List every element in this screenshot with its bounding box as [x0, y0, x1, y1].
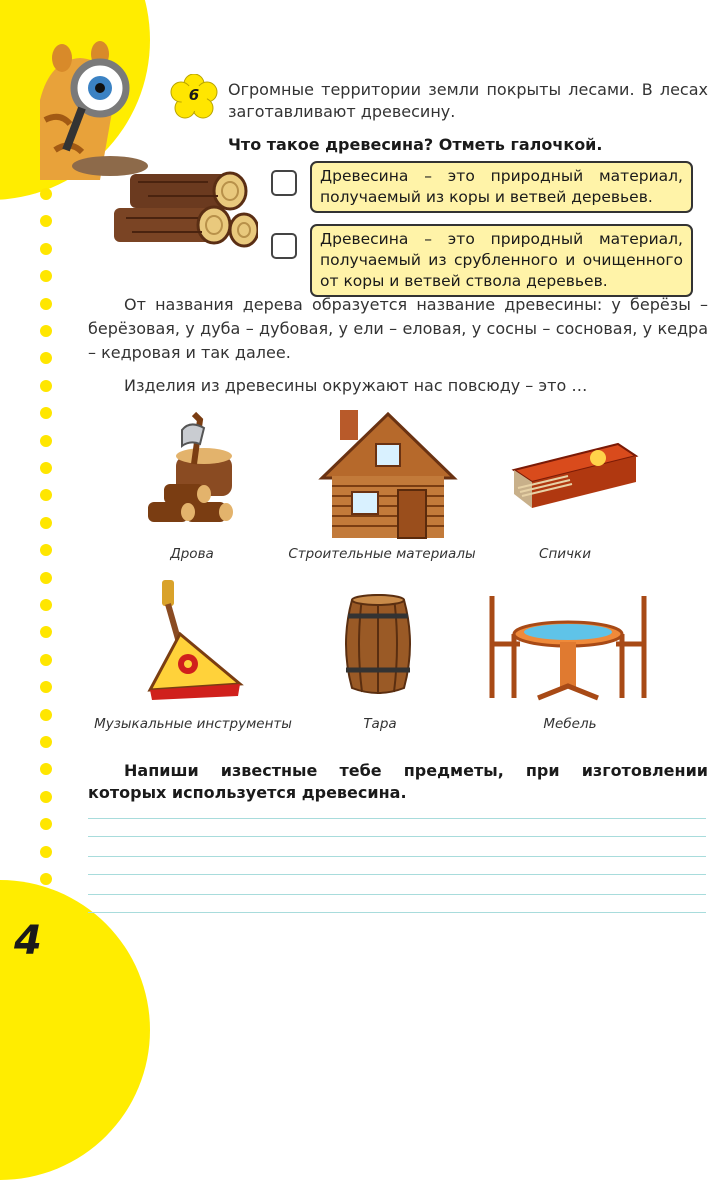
products-lead: Изделия из древесины окружают нас повсюду – это …	[124, 376, 588, 395]
matchbox-icon	[508, 430, 642, 516]
option-1-checkbox[interactable]	[271, 170, 297, 196]
binder-dot	[40, 462, 52, 474]
binder-dot	[40, 654, 52, 666]
logs-icon	[108, 162, 258, 254]
binder-dot	[40, 215, 52, 227]
writing-line[interactable]	[88, 912, 706, 913]
log-house-icon	[318, 404, 458, 542]
binder-dot	[40, 188, 52, 200]
caption-building-materials: Строительные материалы	[288, 546, 476, 562]
binder-dot	[40, 709, 52, 721]
binder-dot	[40, 818, 52, 830]
writing-line[interactable]	[88, 856, 706, 857]
binder-dot	[40, 489, 52, 501]
balalaika-icon	[136, 576, 246, 704]
exercise-intro: Огромные территории земли покрыты лесами. В лесах заготавливают древесину.	[228, 80, 708, 121]
caption-matches: Спички	[539, 546, 591, 562]
option-1-text: Древесина – это природный материал, получаемый из коры и ветвей деревьев.	[310, 161, 693, 213]
binder-dot	[40, 407, 52, 419]
caption-containers: Тара	[363, 716, 397, 732]
writing-task: Напиши известные тебе предметы, при изготовлении которых используется древесина.	[88, 761, 708, 802]
binder-dot	[40, 352, 52, 364]
binder-dot	[40, 763, 52, 775]
binder-dot	[40, 298, 52, 310]
writing-line[interactable]	[88, 836, 706, 837]
table-chairs-icon	[486, 594, 650, 702]
firewood-icon	[142, 410, 246, 540]
binder-dot	[40, 325, 52, 337]
caption-musical-instruments: Музыкальные инструменты	[94, 716, 292, 732]
option-2-text: Древесина – это природный материал, получаемый из срубленного и очищенного от коры и ветвей ствола деревьев.	[310, 224, 693, 297]
writing-line[interactable]	[88, 818, 706, 819]
exercise-number: 6	[188, 86, 200, 104]
exercise-question: Что такое древесина? Отметь галочкой.	[228, 135, 603, 154]
binder-dot	[40, 791, 52, 803]
writing-line[interactable]	[88, 874, 706, 875]
binder-dot	[40, 681, 52, 693]
barrel-icon	[340, 592, 416, 696]
binder-dot	[40, 243, 52, 255]
binder-dot	[40, 544, 52, 556]
binder-dot	[40, 626, 52, 638]
binder-dot	[40, 846, 52, 858]
wood-names-paragraph: От названия дерева образуется название древесины: у берёзы – берёзовая, у дуба – дубовая, у ели – еловая, у сосны – сосновая, у кедра – кедровая и так далее.	[88, 295, 708, 362]
binder-dot	[40, 517, 52, 529]
binder-dot	[40, 572, 52, 584]
option-2-checkbox[interactable]	[271, 233, 297, 259]
binder-dot	[40, 599, 52, 611]
binder-dot	[40, 873, 52, 885]
page-number: 4	[14, 918, 42, 964]
binder-dot	[40, 435, 52, 447]
writing-line[interactable]	[88, 894, 706, 895]
exercise-number-badge	[170, 74, 218, 122]
binder-dot	[40, 380, 52, 392]
giraffe-magnifier-icon	[40, 40, 150, 180]
binder-dot	[40, 270, 52, 282]
caption-firewood: Дрова	[170, 546, 214, 562]
caption-furniture: Мебель	[543, 716, 597, 732]
binder-dot	[40, 736, 52, 748]
